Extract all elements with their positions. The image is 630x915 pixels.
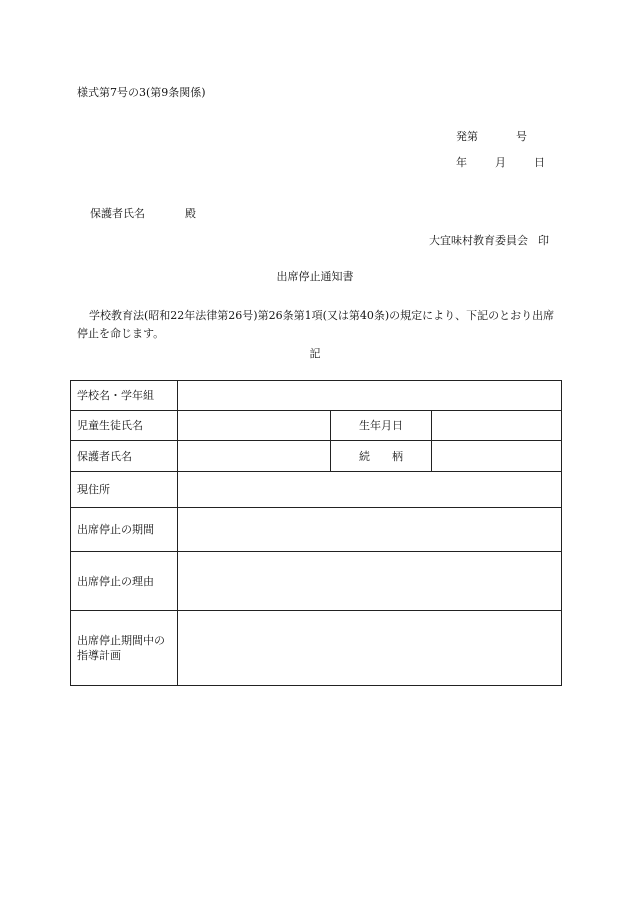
label-relationship: 続 柄 (331, 441, 432, 472)
label-guidance-plan: 出席停止期間中の指導計画 (71, 611, 178, 686)
value-guardian-name[interactable] (178, 441, 331, 472)
value-birth-date[interactable] (432, 411, 562, 441)
date-line (456, 157, 545, 168)
value-student-name[interactable] (178, 411, 331, 441)
addressee-line (90, 208, 196, 219)
details-table (70, 380, 562, 686)
issue-suffix: 号 (516, 130, 527, 143)
label-birth-date: 生年月日 (331, 411, 432, 441)
value-period[interactable] (178, 508, 562, 552)
issuer-seal: 印 (538, 234, 549, 247)
date-year: 年 (456, 156, 467, 169)
label-reason: 出席停止の理由 (71, 552, 178, 611)
form-number-label: 様式第7号の3(第9条関係) (77, 86, 206, 99)
date-month: 月 (495, 156, 506, 169)
addressee-label: 保護者氏名 (90, 207, 145, 220)
row-reason (71, 552, 562, 611)
document-title: 出席停止通知書 (276, 270, 354, 283)
issuer-line (429, 235, 549, 246)
ki-heading: 記 (309, 347, 321, 360)
label-address: 現住所 (71, 472, 178, 508)
value-relationship[interactable] (432, 441, 562, 472)
issue-number-line (456, 131, 527, 142)
value-reason[interactable] (178, 552, 562, 611)
date-day: 日 (534, 156, 545, 169)
label-school-class: 学校名・学年組 (71, 381, 178, 411)
value-guidance-plan[interactable] (178, 611, 562, 686)
row-school-class (71, 381, 562, 411)
value-address[interactable] (178, 472, 562, 508)
label-period: 出席停止の期間 (71, 508, 178, 552)
label-student-name: 児童生徒氏名 (71, 411, 178, 441)
row-period (71, 508, 562, 552)
row-guidance-plan (71, 611, 562, 686)
issue-prefix: 発第 (456, 130, 478, 143)
body-paragraph: 学校教育法(昭和22年法律第26号)第26条第1項(又は第40条)の規定により、下記のとおり出席停止を命じます。 (77, 309, 555, 340)
label-guardian-name: 保護者氏名 (71, 441, 178, 472)
row-student-name (71, 411, 562, 441)
addressee-honorific: 殿 (185, 207, 196, 220)
value-school-class[interactable] (178, 381, 562, 411)
issuer-name: 大宜味村教育委員会 (429, 234, 528, 247)
row-address (71, 472, 562, 508)
row-guardian-name (71, 441, 562, 472)
